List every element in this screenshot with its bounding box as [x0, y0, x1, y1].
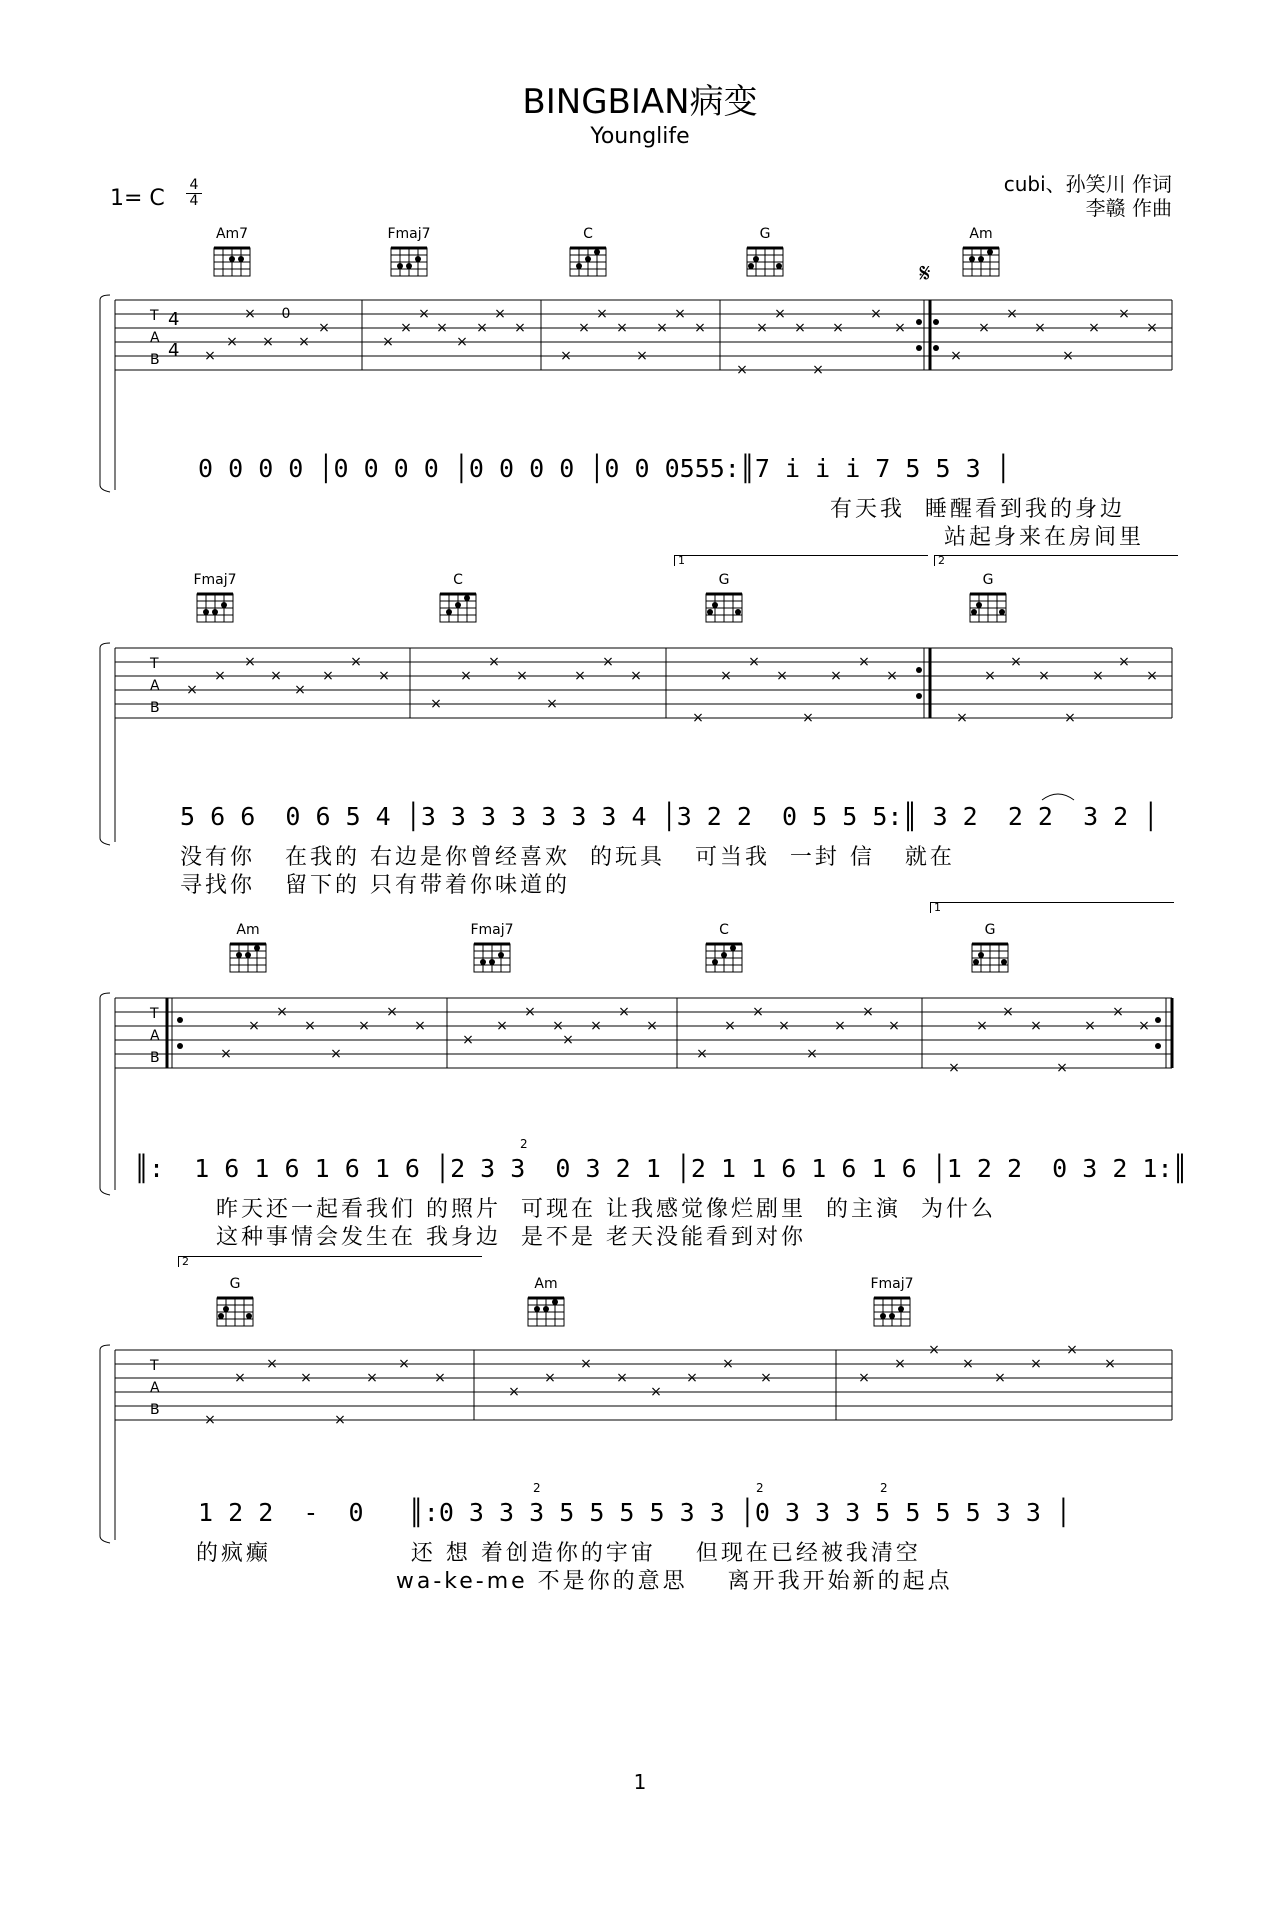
svg-text:×: ×: [686, 1370, 698, 1386]
svg-text:B: B: [150, 700, 160, 716]
svg-text:2: 2: [880, 1481, 888, 1495]
svg-text:×: ×: [674, 306, 686, 322]
svg-text:×: ×: [294, 682, 306, 698]
svg-text:×: ×: [778, 1018, 790, 1034]
chord-diagram: G: [958, 572, 1018, 624]
svg-text:×: ×: [950, 348, 962, 364]
lyrics-line-1: 的疯癫 还 想 着创造你的宇宙 但现在已经被我清空: [196, 1541, 921, 1566]
composer-credit: 李赣 作曲: [1085, 196, 1172, 220]
svg-text:×: ×: [270, 668, 282, 684]
svg-text:A: A: [150, 1380, 160, 1396]
svg-text:×: ×: [736, 362, 748, 378]
svg-text:A: A: [150, 330, 160, 346]
time-signature: 4 4: [186, 178, 202, 209]
volta-bracket-1: 1: [674, 555, 928, 566]
svg-text:×: ×: [830, 668, 842, 684]
svg-text:×: ×: [244, 306, 256, 322]
chord-diagram: Am: [951, 226, 1011, 278]
svg-text:×: ×: [692, 710, 704, 726]
svg-text:×: ×: [366, 1370, 378, 1386]
svg-text:×: ×: [858, 654, 870, 670]
svg-text:×: ×: [1030, 1018, 1042, 1034]
svg-text:×: ×: [186, 682, 198, 698]
lyrics-line-1: 昨天还一起看我们 的照片 可现在 让我感觉像烂剧里 的主演 为什么: [216, 1197, 996, 1222]
svg-text:×: ×: [578, 320, 590, 336]
svg-text:×: ×: [414, 1018, 426, 1034]
svg-text:×: ×: [894, 1356, 906, 1372]
lyrics-line-2: 这种事情会发生在 我身边 是不是 老天没能看到对你: [216, 1225, 806, 1250]
svg-text:×: ×: [1002, 1004, 1014, 1020]
svg-text:×: ×: [1034, 320, 1046, 336]
svg-text:4: 4: [168, 309, 180, 330]
chord-diagram: G: [960, 922, 1020, 974]
svg-text:×: ×: [894, 320, 906, 336]
svg-text:×: ×: [1084, 1018, 1096, 1034]
svg-text:×: ×: [1118, 654, 1130, 670]
svg-text:A: A: [150, 1028, 160, 1044]
svg-text:×: ×: [752, 1004, 764, 1020]
svg-text:2: 2: [756, 1481, 764, 1495]
svg-text:T: T: [150, 308, 159, 324]
svg-text:×: ×: [378, 668, 390, 684]
svg-text:×: ×: [496, 1018, 508, 1034]
svg-text:×: ×: [956, 710, 968, 726]
svg-text:×: ×: [602, 654, 614, 670]
svg-text:×: ×: [1088, 320, 1100, 336]
numbered-notation: 0 0 0 0 │0 0 0 0 │0 0 0 0 │0 0 0555:║7 i i i 7 5 5 3 │: [198, 454, 1011, 483]
svg-text:×: ×: [398, 1356, 410, 1372]
svg-text:×: ×: [832, 320, 844, 336]
svg-text:×: ×: [298, 334, 310, 350]
svg-text:×: ×: [562, 1032, 574, 1048]
svg-text:×: ×: [694, 320, 706, 336]
svg-text:×: ×: [226, 334, 238, 350]
svg-text:×: ×: [462, 1032, 474, 1048]
chord-diagram: G: [735, 226, 795, 278]
svg-text:×: ×: [460, 668, 472, 684]
svg-text:×: ×: [546, 696, 558, 712]
page-number: 1: [633, 1770, 647, 1794]
svg-text:×: ×: [802, 710, 814, 726]
svg-text:×: ×: [870, 306, 882, 322]
svg-text:×: ×: [560, 348, 572, 364]
svg-text:×: ×: [300, 1370, 312, 1386]
svg-text:×: ×: [248, 1018, 260, 1034]
svg-text:𝄋: 𝄋: [919, 259, 931, 289]
svg-text:×: ×: [1006, 306, 1018, 322]
svg-text:×: ×: [776, 668, 788, 684]
svg-text:×: ×: [1066, 1342, 1078, 1358]
svg-text:×: ×: [276, 1004, 288, 1020]
svg-text:×: ×: [948, 1060, 960, 1076]
svg-text:×: ×: [722, 1356, 734, 1372]
chord-diagram: Fmaj7: [862, 1276, 922, 1328]
svg-text:×: ×: [656, 320, 668, 336]
svg-text:B: B: [150, 1050, 160, 1066]
chord-diagram: Fmaj7: [462, 922, 522, 974]
svg-text:×: ×: [1010, 654, 1022, 670]
svg-text:×: ×: [434, 1370, 446, 1386]
svg-text:×: ×: [430, 696, 442, 712]
svg-text:×: ×: [456, 334, 468, 350]
lyricist-credit: cubi、孙笑川 作词: [1003, 172, 1172, 196]
lyrics-line-2: 站起身来在房间里: [944, 525, 1145, 550]
chord-diagram: Am7: [202, 226, 262, 278]
svg-text:×: ×: [756, 320, 768, 336]
svg-text:×: ×: [574, 668, 586, 684]
svg-text:0: 0: [281, 306, 291, 322]
svg-text:×: ×: [514, 320, 526, 336]
svg-text:×: ×: [204, 1412, 216, 1428]
svg-text:×: ×: [748, 654, 760, 670]
svg-text:×: ×: [382, 334, 394, 350]
svg-text:×: ×: [862, 1004, 874, 1020]
svg-text:T: T: [150, 1358, 159, 1374]
svg-text:×: ×: [794, 320, 806, 336]
svg-text:×: ×: [888, 1018, 900, 1034]
svg-text:×: ×: [1092, 668, 1104, 684]
chord-diagram: Fmaj7: [379, 226, 439, 278]
svg-text:×: ×: [978, 320, 990, 336]
svg-text:×: ×: [636, 348, 648, 364]
svg-text:×: ×: [400, 320, 412, 336]
svg-text:×: ×: [580, 1356, 592, 1372]
svg-text:×: ×: [330, 1046, 342, 1062]
svg-text:2: 2: [520, 1137, 528, 1151]
svg-text:×: ×: [596, 306, 608, 322]
svg-text:×: ×: [962, 1356, 974, 1372]
chord-diagram: Fmaj7: [185, 572, 245, 624]
svg-text:×: ×: [1064, 710, 1076, 726]
svg-text:×: ×: [724, 1018, 736, 1034]
svg-text:×: ×: [244, 654, 256, 670]
svg-text:×: ×: [386, 1004, 398, 1020]
svg-text:×: ×: [262, 334, 274, 350]
key-signature: 1= C: [110, 186, 165, 211]
svg-text:×: ×: [234, 1370, 246, 1386]
svg-text:×: ×: [544, 1370, 556, 1386]
svg-text:×: ×: [618, 1004, 630, 1020]
svg-text:×: ×: [630, 668, 642, 684]
svg-text:×: ×: [928, 1342, 940, 1358]
svg-text:4: 4: [168, 340, 180, 361]
lyrics-line-2: wa-ke-me 不是你的意思 离开我开始新的起点: [196, 1569, 953, 1594]
svg-text:×: ×: [418, 306, 430, 322]
svg-text:×: ×: [204, 348, 216, 364]
svg-text:×: ×: [1146, 320, 1158, 336]
svg-text:T: T: [150, 656, 159, 672]
chord-diagram: C: [558, 226, 618, 278]
chord-diagram: G: [205, 1276, 265, 1328]
svg-text:×: ×: [994, 1370, 1006, 1386]
svg-text:×: ×: [834, 1018, 846, 1034]
svg-text:×: ×: [524, 1004, 536, 1020]
chord-diagram: C: [428, 572, 488, 624]
svg-text:×: ×: [488, 654, 500, 670]
svg-text:×: ×: [322, 668, 334, 684]
svg-text:×: ×: [858, 1370, 870, 1386]
svg-text:2: 2: [533, 1481, 541, 1495]
volta-bracket-1: 1: [930, 902, 1174, 913]
svg-text:×: ×: [886, 668, 898, 684]
svg-text:×: ×: [984, 668, 996, 684]
svg-text:×: ×: [774, 306, 786, 322]
svg-text:×: ×: [516, 668, 528, 684]
svg-text:×: ×: [1104, 1356, 1116, 1372]
svg-text:×: ×: [976, 1018, 988, 1034]
svg-text:×: ×: [650, 1384, 662, 1400]
artist-name: Younglife: [590, 124, 690, 149]
chord-diagram: C: [694, 922, 754, 974]
svg-text:×: ×: [358, 1018, 370, 1034]
chord-diagram: G: [694, 572, 754, 624]
svg-text:×: ×: [1062, 348, 1074, 364]
svg-text:×: ×: [1112, 1004, 1124, 1020]
svg-text:×: ×: [696, 1046, 708, 1062]
volta-bracket-2: 2: [934, 555, 1178, 566]
svg-text:B: B: [150, 1402, 160, 1418]
svg-text:×: ×: [1056, 1060, 1068, 1076]
svg-text:×: ×: [720, 668, 732, 684]
lyrics-line-1: 有天我 睡醒看到我的身边: [830, 497, 1125, 522]
svg-text:×: ×: [1030, 1356, 1042, 1372]
svg-text:×: ×: [590, 1018, 602, 1034]
svg-text:×: ×: [812, 362, 824, 378]
svg-text:×: ×: [508, 1384, 520, 1400]
svg-text:×: ×: [616, 320, 628, 336]
svg-text:×: ×: [476, 320, 488, 336]
svg-text:×: ×: [220, 1046, 232, 1062]
svg-text:×: ×: [318, 320, 330, 336]
lyrics-line-1: 没有你 在我的 右边是你曾经喜欢 的玩具 可当我 一封 信 就在: [180, 845, 955, 870]
svg-text:×: ×: [646, 1018, 658, 1034]
chord-diagram: Am: [218, 922, 278, 974]
chord-diagram: Am: [516, 1276, 576, 1328]
svg-text:A: A: [150, 678, 160, 694]
numbered-notation: ║: 1 6 1 6 1 6 1 6 │2 3 3 0 3 2 1 │2 1 1 6 1 6 1 6 │1 2 2 0 3 2 1:║: [134, 1154, 1188, 1183]
svg-text:×: ×: [1038, 668, 1050, 684]
svg-text:B: B: [150, 352, 160, 368]
svg-text:×: ×: [760, 1370, 772, 1386]
lyrics-line-2: 寻找你 留下的 只有带着你味道的: [180, 873, 570, 898]
song-title: BINGBIAN病变: [522, 82, 758, 122]
svg-text:T: T: [150, 1006, 159, 1022]
svg-text:×: ×: [616, 1370, 628, 1386]
svg-text:×: ×: [334, 1412, 346, 1428]
svg-text:×: ×: [1118, 306, 1130, 322]
svg-text:×: ×: [350, 654, 362, 670]
svg-text:×: ×: [1146, 668, 1158, 684]
svg-text:×: ×: [266, 1356, 278, 1372]
svg-text:×: ×: [304, 1018, 316, 1034]
svg-text:×: ×: [552, 1018, 564, 1034]
volta-bracket-2: 2: [178, 1256, 482, 1267]
svg-text:×: ×: [806, 1046, 818, 1062]
svg-text:×: ×: [494, 306, 506, 322]
svg-text:×: ×: [436, 320, 448, 336]
numbered-notation: 1 2 2 - 0 ║:0 3 3 3 5 5 5 5 3 3 │0 3 3 3 5 5 5 5 3 3 │: [198, 1498, 1071, 1527]
numbered-notation: 5 6 6 0 6 5 4 │3 3 3 3 3 3 3 4 │3 2 2 0 5 5 5:║ 3 2 2 2 3 2 │: [180, 802, 1159, 831]
svg-text:×: ×: [1138, 1018, 1150, 1034]
svg-text:×: ×: [214, 668, 226, 684]
